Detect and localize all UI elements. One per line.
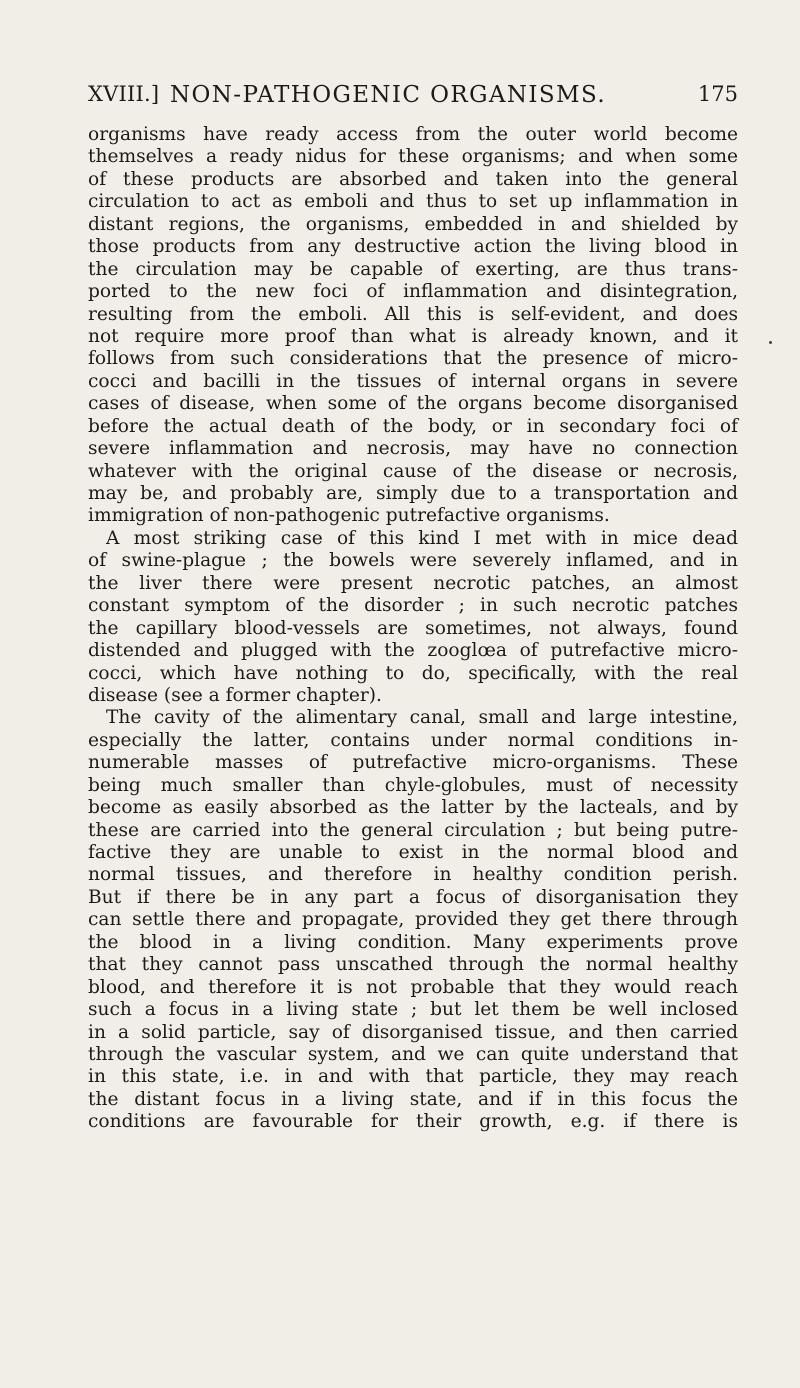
- chapter-number: XVIII.]: [88, 82, 160, 106]
- text-line: before the actual death of the body, or in secondary foci of: [88, 415, 738, 437]
- text-line: conditions are favourable for their growth, e.g. if there is: [88, 1111, 738, 1133]
- text-line: being much smaller than chyle-globules, must of necessity: [88, 774, 738, 796]
- text-line: become as easily absorbed as the latter by the lacteals, and by: [88, 797, 738, 819]
- text-line: can settle there and propagate, provided they get there through: [88, 909, 738, 931]
- text-line: distended and plugged with the zooglœa of putrefactive micro-: [88, 640, 738, 662]
- text-line: circulation to act as emboli and thus to set up inflammation in: [88, 191, 738, 213]
- running-title: NON-PATHOGENIC ORGANISMS.: [170, 82, 607, 108]
- text-line: distant regions, the organisms, embedded in and shielded by: [88, 213, 738, 235]
- text-line: A most striking case of this kind I met with in mice dead: [106, 527, 738, 549]
- text-line: of these products are absorbed and taken into the general: [88, 168, 738, 190]
- text-line: follows from such considerations that the presence of micro-: [88, 348, 738, 370]
- text-line: immigration of non-pathogenic putrefactive organisms.: [88, 505, 610, 527]
- text-line: of swine-plague ; the bowels were severely inflamed, and in: [88, 550, 738, 572]
- text-line: such a focus in a living state ; but let them be well inclosed: [88, 999, 738, 1021]
- ink-spot: [769, 341, 772, 344]
- text-line: the circulation may be capable of exerting, are thus trans-: [88, 258, 738, 280]
- text-line: cases of disease, when some of the organs become disorganised: [88, 393, 738, 415]
- text-line: organisms have ready access from the outer world become: [88, 124, 738, 145]
- text-line: not require more proof than what is already known, and it: [88, 325, 738, 347]
- text-line: The cavity of the alimentary canal, small and large intestine,: [106, 707, 738, 729]
- text-line: in a solid particle, say of disorganised tissue, and then carried: [88, 1021, 738, 1043]
- text-line: factive they are unable to exist in the normal blood and: [88, 842, 738, 863]
- text-line: numerable masses of putrefactive micro-organisms. These: [88, 752, 738, 774]
- text-line: these are carried into the general circulation ; but being putre-: [88, 819, 738, 841]
- text-line: the distant focus in a living state, and if in this focus the: [88, 1088, 738, 1110]
- text-line: cocci and bacilli in the tissues of internal organs in severe: [88, 370, 738, 392]
- text-line: that they cannot pass unscathed through the normal healthy: [88, 954, 738, 976]
- text-line: But if there be in any part a focus of disorganisation they: [88, 886, 738, 908]
- text-line: those products from any destructive action the living blood in: [88, 236, 738, 258]
- text-line: especially the latter, contains under normal conditions in-: [88, 729, 738, 751]
- text-line: the liver there were present necrotic patches, an almost: [88, 572, 738, 594]
- text-line: the blood in a living condition. Many experiments prove: [88, 931, 738, 953]
- text-line: themselves a ready nidus for these organisms; and when some: [88, 146, 738, 168]
- text-line: constant symptom of the disorder ; in such necrotic patches: [88, 595, 738, 617]
- text-line: through the vascular system, and we can quite understand that: [88, 1043, 738, 1065]
- text-line: blood, and therefore it is not probable that they would reach: [88, 976, 738, 998]
- text-line: resulting from the emboli. All this is self-evident, and does: [88, 303, 738, 325]
- text-line: may be, and probably are, simply due to a transportation and: [88, 483, 738, 504]
- text-line: cocci, which have nothing to do, specifically, with the real: [88, 662, 738, 684]
- body-text: [88, 124, 738, 1134]
- text-line: ported to the new foci of inflammation and disintegration,: [88, 281, 738, 303]
- running-header: [88, 82, 738, 110]
- text-line: whatever with the original cause of the disease or necrosis,: [88, 460, 738, 482]
- text-line: severe inflammation and necrosis, may have no connection: [88, 438, 738, 460]
- text-line: the capillary blood-vessels are sometimes, not always, found: [88, 617, 738, 639]
- page-number: 175: [697, 82, 738, 106]
- text-line: in this state, i.e. in and with that particle, they may reach: [88, 1066, 738, 1088]
- text-line: disease (see a former chapter).: [88, 684, 382, 706]
- text-line: normal tissues, and therefore in healthy condition perish.: [88, 864, 738, 886]
